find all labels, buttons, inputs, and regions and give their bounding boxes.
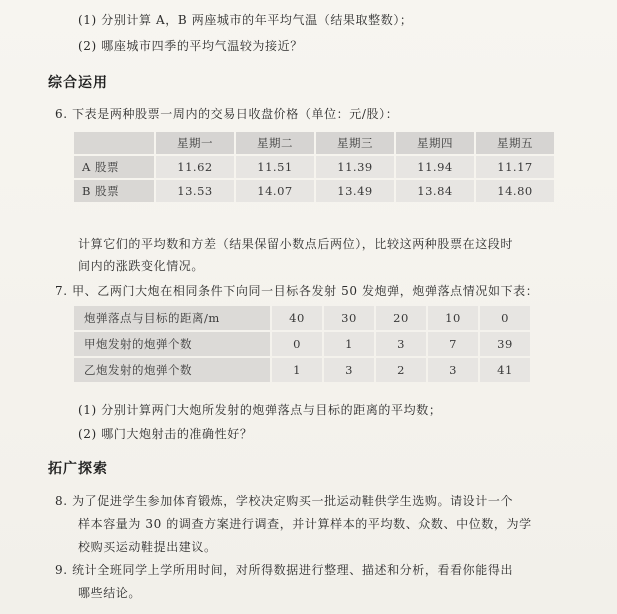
row-label: 炮弹落点与目标的距离/m [74,306,270,330]
table-cell: 3 [324,358,374,382]
table-cell: 10 [428,306,478,330]
problem-6-intro: 6. 下表是两种股票一周内的交易日收盘价格（单位：元/股）： [55,107,399,121]
table-cell: 13.49 [316,180,394,202]
section-heading-application: 综合运用 [48,75,108,91]
table-cell: 14.07 [236,180,314,202]
table-cell: 13.53 [156,180,234,202]
table-cell: 11.51 [236,156,314,178]
table-cell: 40 [272,306,322,330]
table-cell: 3 [376,332,426,356]
table-row [74,332,530,356]
table-cell: 14.80 [476,180,554,202]
table-cell: 41 [480,358,530,382]
problem-8-line-1: 8. 为了促进学生参加体育锻炼，学校决定购买一批运动鞋供学生选购。请设计一个 [55,494,514,508]
problem-7-question-1: (1) 分别计算两门大炮所发射的炮弹落点与目标的距离的平均数； [78,403,442,417]
problem-9-line-1: 9. 统计全班同学上学所用时间，对所得数据进行整理、描述和分析，看看你能得出 [55,563,514,577]
table-row [74,358,530,382]
table-cell: 20 [376,306,426,330]
problem-8-line-2: 样本容量为 30 的调查方案进行调查，并计算样本的平均数、众数、中位数，为学 [78,517,532,531]
table-cell: 3 [428,358,478,382]
table-cell: 11.17 [476,156,554,178]
row-label: 乙炮发射的炮弹个数 [74,358,270,382]
row-label: B 股票 [74,180,154,202]
table-header-cell: 星期一 [156,132,234,154]
table-header-cell: 星期五 [476,132,554,154]
table-cell: 30 [324,306,374,330]
question-2: (2) 哪座城市四季的平均气温较为接近？ [78,39,303,53]
problem-6-text-line-1: 计算它们的平均数和方差（结果保留小数点后两位），比较这两种股票在这段时 [78,237,514,251]
table-row [74,180,554,202]
stock-price-table [72,130,556,204]
table-cell: 2 [376,358,426,382]
table-cell: 1 [272,358,322,382]
table-cell: 11.94 [396,156,474,178]
table-row [74,306,530,330]
table-cell: 11.62 [156,156,234,178]
problem-7-question-2: (2) 哪门大炮射击的准确性好？ [78,427,253,441]
row-label: A 股票 [74,156,154,178]
table-header-cell: 星期二 [236,132,314,154]
problem-8-line-3: 校购买运动鞋提出建议。 [78,540,217,554]
table-cell: 13.84 [396,180,474,202]
problem-7-intro: 7. 甲、乙两门大炮在相同条件下向同一目标各发射 50 发炮弹，炮弹落点情况如下表： [55,284,539,298]
row-label: 甲炮发射的炮弹个数 [74,332,270,356]
table-header-row [74,132,554,154]
table-cell: 0 [480,306,530,330]
table-header-cell: 星期四 [396,132,474,154]
section-heading-exploration: 拓广探索 [48,461,108,477]
artillery-table [72,304,532,384]
table-row [74,156,554,178]
table-cell: 7 [428,332,478,356]
table-cell: 1 [324,332,374,356]
table-cell: 0 [272,332,322,356]
table-header-cell: 星期三 [316,132,394,154]
table-cell: 39 [480,332,530,356]
problem-9-line-2: 哪些结论。 [78,586,142,600]
table-corner-cell [74,132,154,154]
question-1: (1) 分别计算 A，B 两座城市的年平均气温（结果取整数）； [78,13,413,27]
problem-6-text-line-2: 间内的涨跌变化情况。 [78,259,205,273]
table-cell: 11.39 [316,156,394,178]
